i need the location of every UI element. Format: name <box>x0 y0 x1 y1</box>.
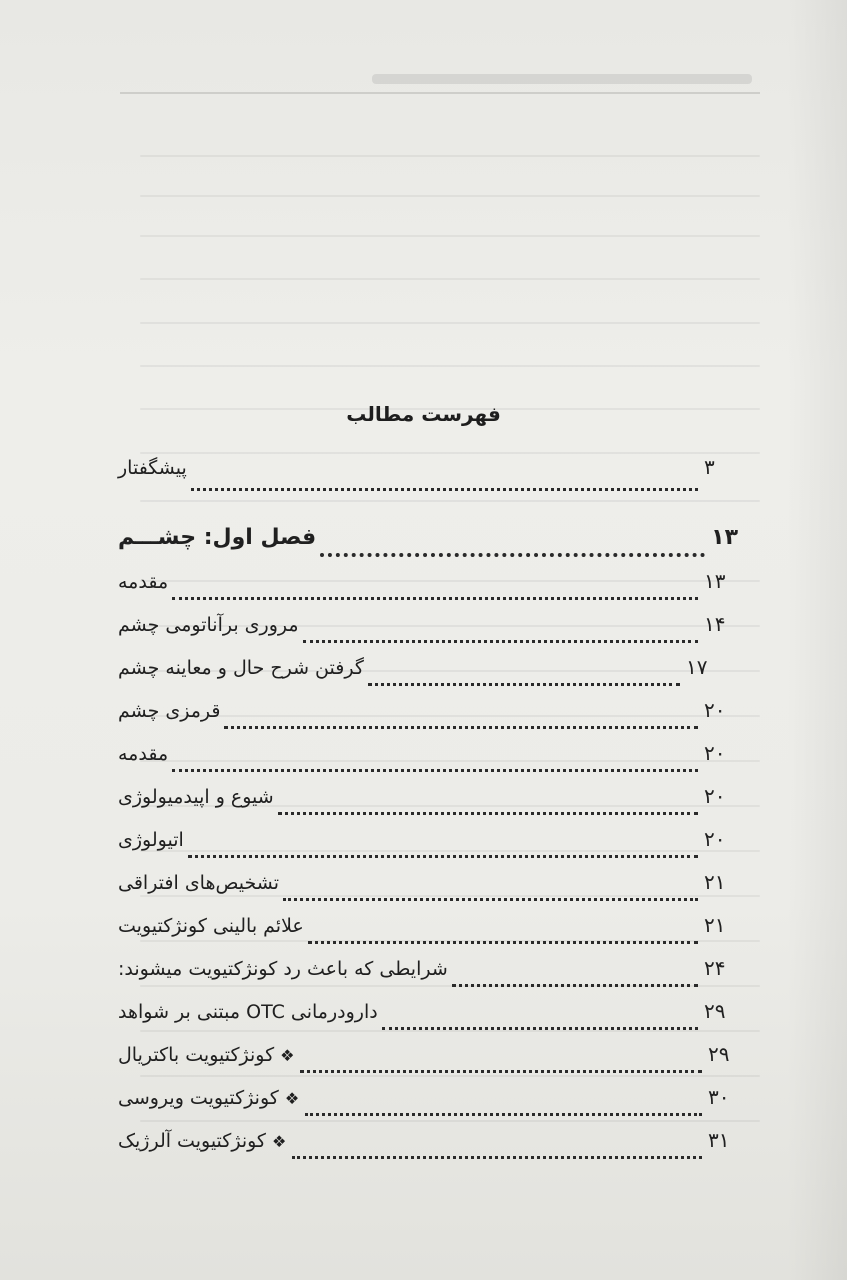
toc-row-preface[interactable] <box>118 455 738 503</box>
dot-leader <box>320 553 705 557</box>
toc-page-number: ۱۴ <box>704 612 726 636</box>
dot-leader <box>308 941 698 944</box>
toc-row-bullet[interactable] <box>118 1128 738 1171</box>
toc-page-number: ۲۴ <box>704 956 726 980</box>
toc-row-bullet[interactable] <box>118 1085 738 1128</box>
toc-title: فهرست مطالب <box>346 402 501 426</box>
dot-leader <box>305 1113 702 1116</box>
dot-leader <box>382 1027 698 1030</box>
ghost-header-rule <box>120 92 760 94</box>
toc-entry-label: دارودرمانی OTC مبتنی بر شواهد <box>118 1001 378 1023</box>
toc-entry-label: مقدمه <box>118 743 169 765</box>
table-of-contents <box>118 455 738 1171</box>
ghost-line <box>140 365 760 367</box>
toc-row[interactable] <box>118 655 738 698</box>
dot-leader <box>292 1156 702 1159</box>
toc-page-number: ۱۳ <box>704 569 726 593</box>
toc-page-number: ۲۹ <box>708 1042 730 1066</box>
dot-leader <box>172 769 698 772</box>
toc-entry-label: کونژکتیویت آلرژیک <box>118 1130 266 1152</box>
toc-entry-label: کونژکتیویت ویروسی <box>118 1087 279 1109</box>
toc-row[interactable] <box>118 569 738 612</box>
toc-entry-label: شرایطی که باعث رد کونژکتیویت میشوند: <box>118 958 448 980</box>
toc-page-number: ۲۱ <box>704 870 726 894</box>
toc-page-number: ۳۱ <box>708 1128 730 1152</box>
toc-bullet-entry <box>118 1087 301 1109</box>
toc-entry-label: قرمزی چشم <box>118 700 221 722</box>
toc-bullet-entry <box>118 1130 288 1152</box>
toc-row[interactable] <box>118 784 738 827</box>
toc-entry-label: مروری برآناتومی چشم <box>118 614 299 636</box>
ghost-line <box>140 322 760 324</box>
ghost-line <box>140 155 760 157</box>
toc-page-number: ۲۱ <box>704 913 726 937</box>
toc-row[interactable] <box>118 913 738 956</box>
page-edge-shadow <box>787 0 847 1280</box>
toc-page-number: ۳۰ <box>708 1085 730 1109</box>
toc-entry-label: گرفتن شرح حال و معاینه چشم <box>118 657 364 679</box>
diamond-bullet-icon: ❖ <box>280 1046 295 1065</box>
ghost-line <box>140 452 760 454</box>
toc-page-number: ۲۰ <box>704 741 726 765</box>
dot-leader <box>188 855 698 858</box>
dot-leader <box>191 488 698 491</box>
ghost-line <box>140 235 760 237</box>
toc-row[interactable] <box>118 956 738 999</box>
toc-page-number: ۲۰ <box>704 698 726 722</box>
toc-entry-label: تشخیص‌های افتراقی <box>118 872 280 894</box>
dot-leader <box>300 1070 702 1073</box>
toc-page-number: ۱۷ <box>686 655 708 679</box>
dot-leader <box>303 640 698 643</box>
toc-row[interactable] <box>118 741 738 784</box>
toc-page-number: ۲۰ <box>704 827 726 851</box>
toc-row[interactable] <box>118 827 738 870</box>
toc-bullet-entry <box>118 1044 296 1066</box>
dot-leader <box>224 726 698 729</box>
dot-leader <box>368 683 680 686</box>
dot-leader <box>278 812 698 815</box>
toc-entry-label: علائم بالینی کونژکتیویت <box>118 915 304 937</box>
toc-entry-label: اتیولوژی <box>118 829 184 851</box>
toc-page-number: ۲۰ <box>704 784 726 808</box>
toc-page-number: ۳ <box>704 455 715 479</box>
dot-leader <box>452 984 698 987</box>
toc-page-number: ۲۹ <box>704 999 726 1023</box>
ghost-line <box>140 278 760 280</box>
chapter-heading: فصل اول: چشـــم <box>118 525 317 550</box>
diamond-bullet-icon: ❖ <box>284 1089 300 1108</box>
toc-row-bullet[interactable] <box>118 1042 738 1085</box>
ghost-line <box>140 195 760 197</box>
toc-entry-label: کونژکتیویت باکتریال <box>118 1044 275 1066</box>
toc-row[interactable] <box>118 698 738 741</box>
toc-entry-label: مقدمه <box>118 571 169 593</box>
toc-page-number: ۱۳ <box>711 525 738 550</box>
toc-row[interactable] <box>118 999 738 1042</box>
toc-entry-label: پیشگفتار <box>118 457 187 479</box>
toc-entry-label: شیوع و اپیدمیولوژی <box>118 786 274 808</box>
toc-row-chapter[interactable] <box>118 525 738 569</box>
dot-leader <box>172 597 698 600</box>
ghost-running-header <box>372 74 752 84</box>
diamond-bullet-icon: ❖ <box>271 1132 287 1151</box>
dot-leader <box>283 898 698 901</box>
toc-row[interactable] <box>118 612 738 655</box>
toc-row[interactable] <box>118 870 738 913</box>
